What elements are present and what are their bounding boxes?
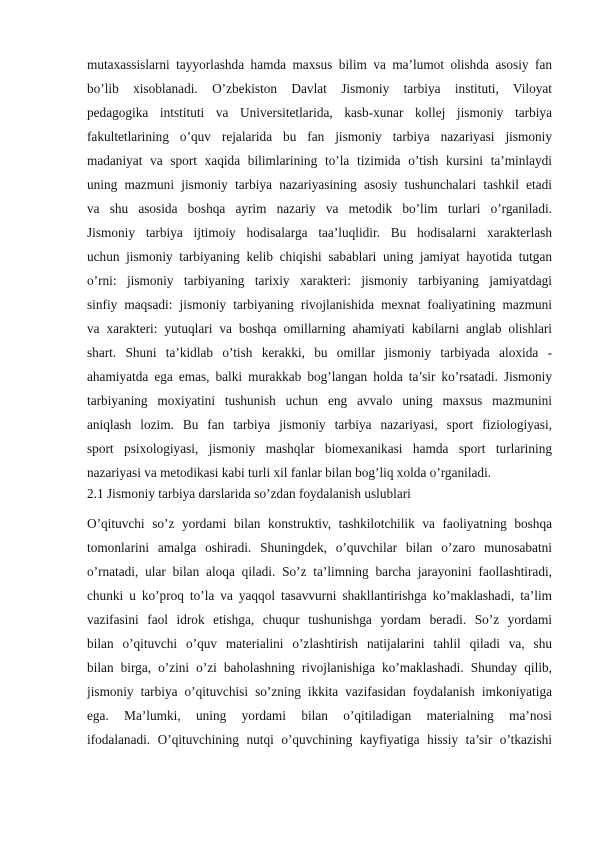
text-line: o’rni: jismoniy tarbiyaning tarixiy xarakteri: jismoniy tarbiyaning jamiyatdagi — [87, 273, 552, 288]
text-line: pedagogika intstituti va Universitetlarida, kasb-xunar kollej jismoniy tarbiya — [87, 105, 552, 120]
text-line: uning mazmuni jismoniy tarbiya nazariyasining asosiy tushunchalari tashkil etadi — [87, 177, 552, 192]
text-line: jismoniy tarbiya o’qituvchisi so’zning ikkita vazifasidan foydalanish imkoniyatiga — [87, 684, 552, 699]
text-line: fakultetlarining o’quv rejalarida bu fan jismoniy tarbiya nazariyasi jismoniy — [87, 129, 552, 144]
text-line: ahamiyatda ega emas, balki murakkab bog’langan holda ta’sir ko’rsatadi. Jismoniy — [87, 369, 552, 384]
text-line: aniqlash lozim. Bu fan tarbiya jismoniy tarbiya nazariyasi, sport fiziologiyasi, — [87, 417, 552, 432]
text-line: bilan o’qituvchi o’quv materialini o’zlashtirish natijalarini tahlil qiladi va, shu — [87, 636, 552, 651]
text-line: mutaxassislarni tayyorlashda hamda maxsus bilim va ma’lumot olishda asosiy fan — [87, 57, 552, 72]
text-line: bilan birga, o’zini o’zi baholashning rivojlanishiga ko’maklashadi. Shunday qilib, — [87, 660, 552, 675]
text-line: sport psixologiyasi, jismoniy mashqlar biomexanikasi hamda sport turlarining — [87, 441, 552, 456]
text-line: chunki u ko’proq to’la va yaqqol tasavvurni shakllantirishga ko’maklashadi, ta’lim — [87, 588, 552, 603]
text-line: vazifasini faol idrok etishga, chuqur tushunishga yordam beradi. So’z yordami — [87, 612, 552, 627]
text-line: O’qituvchi so’z yordami bilan konstruktiv, tashkilotchilik va faoliyatning boshqa — [87, 516, 552, 531]
text-line: sinfiy maqsadi: jismoniy tarbiyaning rivojlanishida mexnat foaliyatining mazmuni — [87, 297, 552, 312]
text-line: va shu asosida boshqa ayrim nazariy va metodik bo’lim turlari o’rganiladi. — [87, 201, 552, 216]
text-line: tomonlarini amalga oshiradi. Shuningdek, o’quvchilar bilan o’zaro munosabatni — [87, 540, 552, 555]
text-line: nazariyasi va metodikasi kabi turli xil fanlar bilan bog’liq xolda o’rganiladi. — [87, 465, 492, 480]
text-line: ega. Ma’lumki, uning yordami bilan o’qitiladigan materialning ma’nosi — [87, 708, 552, 723]
section-heading: 2.1 Jismoniy tarbiya darslarida so’zdan foydalanish uslublari — [87, 486, 411, 501]
text-line: madaniyat va sport xaqida bilimlarining to’la tizimida o’tish kursini ta’minlaydi — [87, 153, 552, 168]
text-line: Jismoniy tarbiya ijtimoiy hodisalarga taa’luqlidir. Bu hodisalarni xarakterlash — [87, 225, 552, 240]
text-line: ifodalanadi. O’qituvchining nutqi o’quvchining kayfiyatiga hissiy ta’sir o’tkazishi — [87, 732, 552, 747]
text-line: bo’lib xisoblanadi. O’zbekiston Davlat Jismoniy tarbiya instituti, Viloyat — [87, 81, 552, 96]
text-line: va xarakteri: yutuqlari va boshqa omillarning ahamiyati kabilarni anglab olishlari — [87, 321, 552, 336]
text-line: shart. Shuni ta’kidlab o’tish kerakki, bu omillar jismoniy tarbiyada aloxida - — [87, 345, 552, 360]
text-line: uchun jismoniy tarbiyaning kelib chiqishi sabablari uning jamiyat hayotida tutgan — [87, 249, 552, 264]
text-line: o’rnatadi, ular bilan aloqa qiladi. So’z ta’limning barcha jarayonini faollashtiradi, — [87, 564, 552, 579]
text-line: tarbiyaning moxiyatini tushunish uchun eng avvalo uning maxsus mazmunini — [87, 393, 552, 408]
